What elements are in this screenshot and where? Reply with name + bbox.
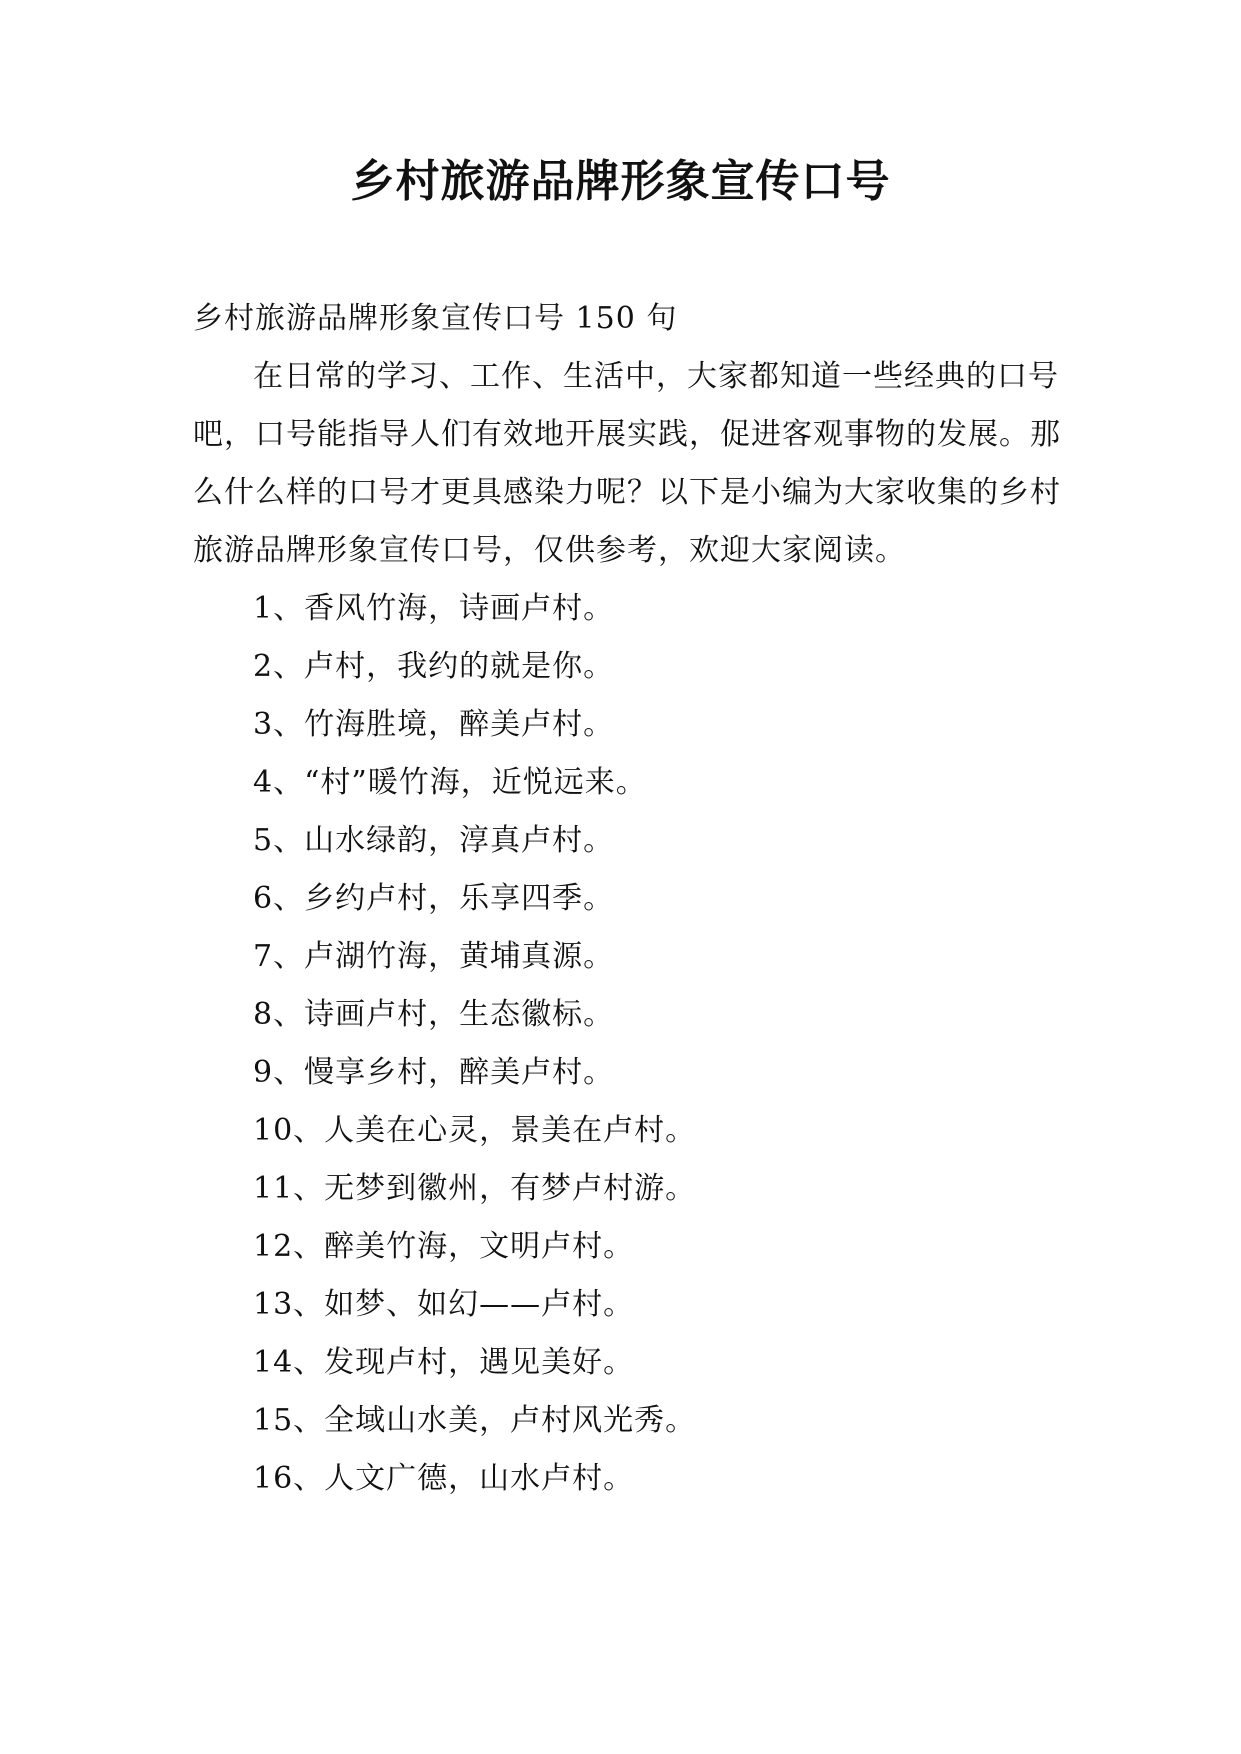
list-item: 5、山水绿韵，淳真卢村。 xyxy=(253,823,615,858)
list-item: 14、发现卢村，遇见美好。 xyxy=(253,1345,635,1380)
list-item: 8、诗画卢村，生态徽标。 xyxy=(253,997,615,1032)
list-item: 6、乡约卢村，乐享四季。 xyxy=(253,881,615,916)
document-body xyxy=(193,290,1063,1508)
document-title: 乡村旅游品牌形象宣传口号 xyxy=(350,156,891,207)
list-item: 9、慢享乡村，醉美卢村。 xyxy=(253,1055,615,1090)
list-item: 2、卢村，我约的就是你。 xyxy=(253,649,615,684)
list-item: 13、如梦、如幻——卢村。 xyxy=(253,1287,635,1322)
list-item: 12、醉美竹海，文明卢村。 xyxy=(253,1229,635,1264)
list-item: 16、人文广德，山水卢村。 xyxy=(253,1461,635,1496)
list-item: 11、无梦到徽州，有梦卢村游。 xyxy=(253,1171,697,1206)
list-item: 7、卢湖竹海，黄埔真源。 xyxy=(253,939,615,974)
slogan-list xyxy=(193,580,1063,1508)
intro-paragraph: 在日常的学习、工作、生活中，大家都知道一些经典的口号吧，口号能指导人们有效地开展实践，促进客观事物的发展。那么什么样的口号才更具感染力呢？以下是小编为大家收集的乡村旅游品牌形象宣传口号，仅供参考，欢迎大家阅读。 xyxy=(193,359,1061,568)
document-subtitle: 乡村旅游品牌形象宣传口号 150 句 xyxy=(193,301,678,336)
list-item: 1、香风竹海，诗画卢村。 xyxy=(253,591,615,626)
list-item: 15、全域山水美，卢村风光秀。 xyxy=(253,1403,697,1438)
list-item: 10、人美在心灵，景美在卢村。 xyxy=(253,1113,697,1148)
list-item: 4、“村”暖竹海，近悦远来。 xyxy=(253,765,647,800)
list-item: 3、竹海胜境，醉美卢村。 xyxy=(253,707,615,742)
